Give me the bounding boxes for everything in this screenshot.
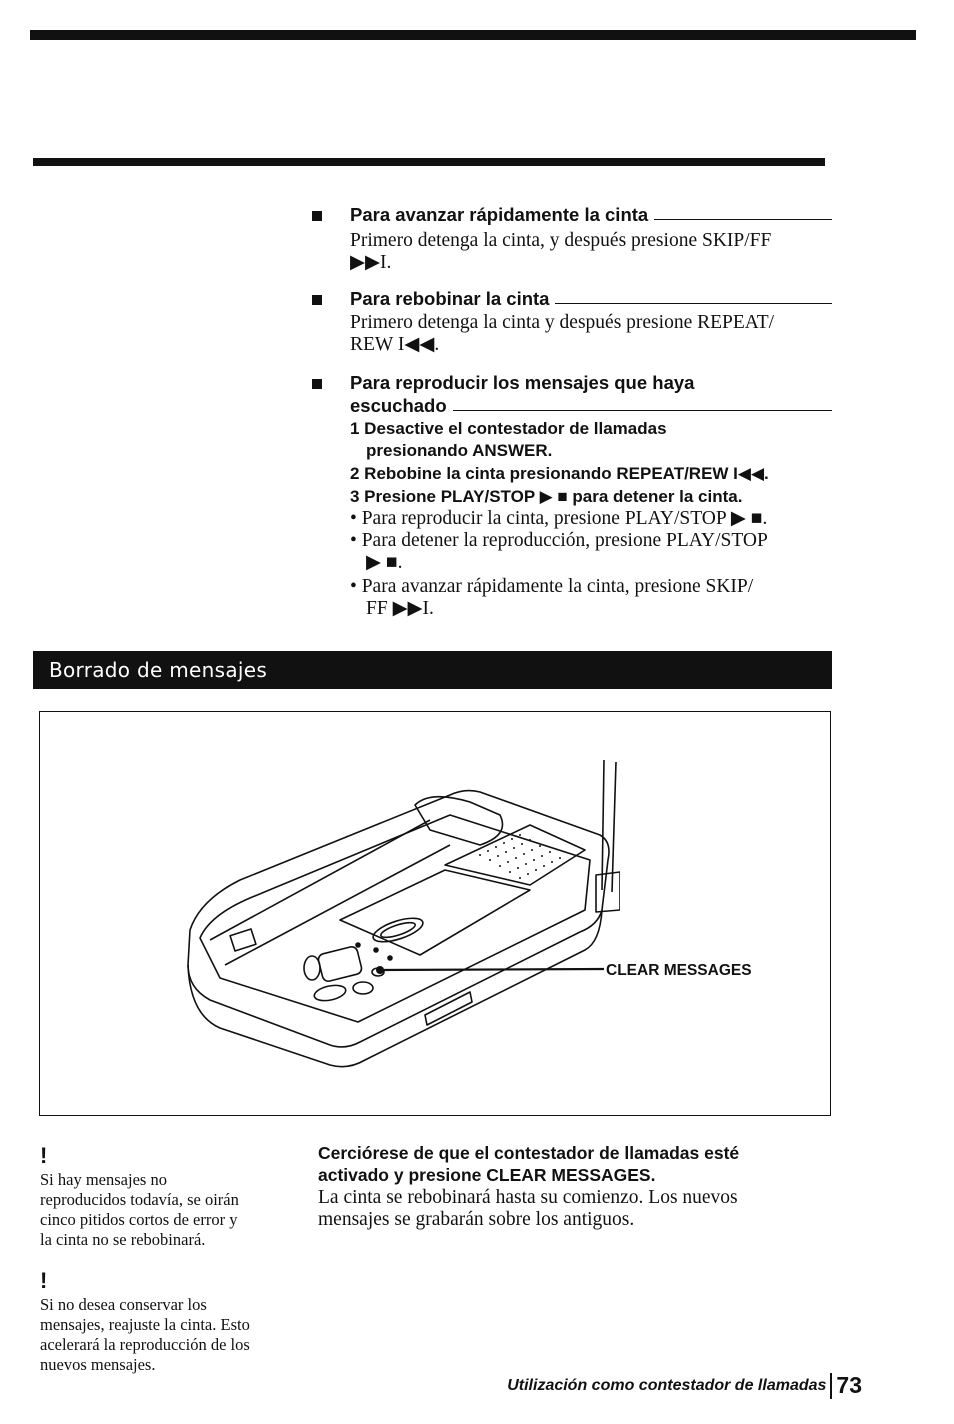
section-body: Primero detenga la cinta y después presione REPEAT/ REW I◀◀. [350,312,775,355]
section-body: Primero detenga la cinta, y después presione SKIP/FF ▶▶I. [350,230,772,273]
step-2: 2 Rebobine la cinta presionando REPEAT/REW I◀◀. [350,464,769,483]
square-bullet-icon [312,379,322,389]
instruction-heading: Cerciórese de que el contestador de llamadas esté activado y presione CLEAR MESSAGES. [318,1143,740,1185]
section-heading-line1: Para reproducir los mensajes que haya [350,372,695,393]
warning-mark-icon: ! [40,1143,48,1168]
section-heading: Para avanzar rápidamente la cinta [350,204,832,226]
footer-divider [830,1373,832,1399]
step-3: 3 Presione PLAY/STOP ▶ ■ para detener la cinta. [350,487,743,506]
instruction-body: La cinta se rebobinará hasta su comienzo. Los nuevos mensajes se grabarán sobre los antiguos. [318,1187,738,1230]
page-number: 73 [836,1372,862,1398]
section-fast-forward [312,204,832,273]
square-bullet-icon [312,295,322,305]
note-tape-full: Si hay mensajes no reproducidos todavía, se oirán cinco pitidos cortos de error y la cinta no se rebobinará. [40,1170,239,1249]
section-banner [33,651,832,689]
footer-chapter: Utilización como contestador de llamadas [507,1376,827,1394]
step-1: 1 Desactive el contestador de llamadas presionando ANSWER. [350,419,667,460]
section-rewind [312,288,832,355]
answering-machine-illustration [180,760,620,1070]
clear-messages-callout: CLEAR MESSAGES [606,962,752,979]
bullet-item: • Para reproducir la cinta, presione PLAY/STOP ▶ ■. [350,508,768,529]
section-replay [312,372,832,622]
page-footer [507,1372,862,1399]
section-heading: Para rebobinar la cinta [350,288,832,310]
warning-mark-icon: ! [40,1268,48,1293]
square-bullet-icon [312,211,322,221]
banner-title: Borrado de mensajes [49,658,268,682]
bullet-item: • Para detener la reproducción, presione PLAY/STOP ▶ ■. [350,530,768,573]
top-rule [30,30,916,40]
bullet-item: • Para avanzar rápidamente la cinta, presione SKIP/ FF ▶▶I. [350,576,754,619]
header-rule [33,158,825,166]
note-reset-tape: Si no desea conservar los mensajes, reajuste la cinta. Esto acelerará la reproducción de los nuevos mensajes. [40,1295,250,1374]
section-heading-line2: escuchado [350,395,832,417]
